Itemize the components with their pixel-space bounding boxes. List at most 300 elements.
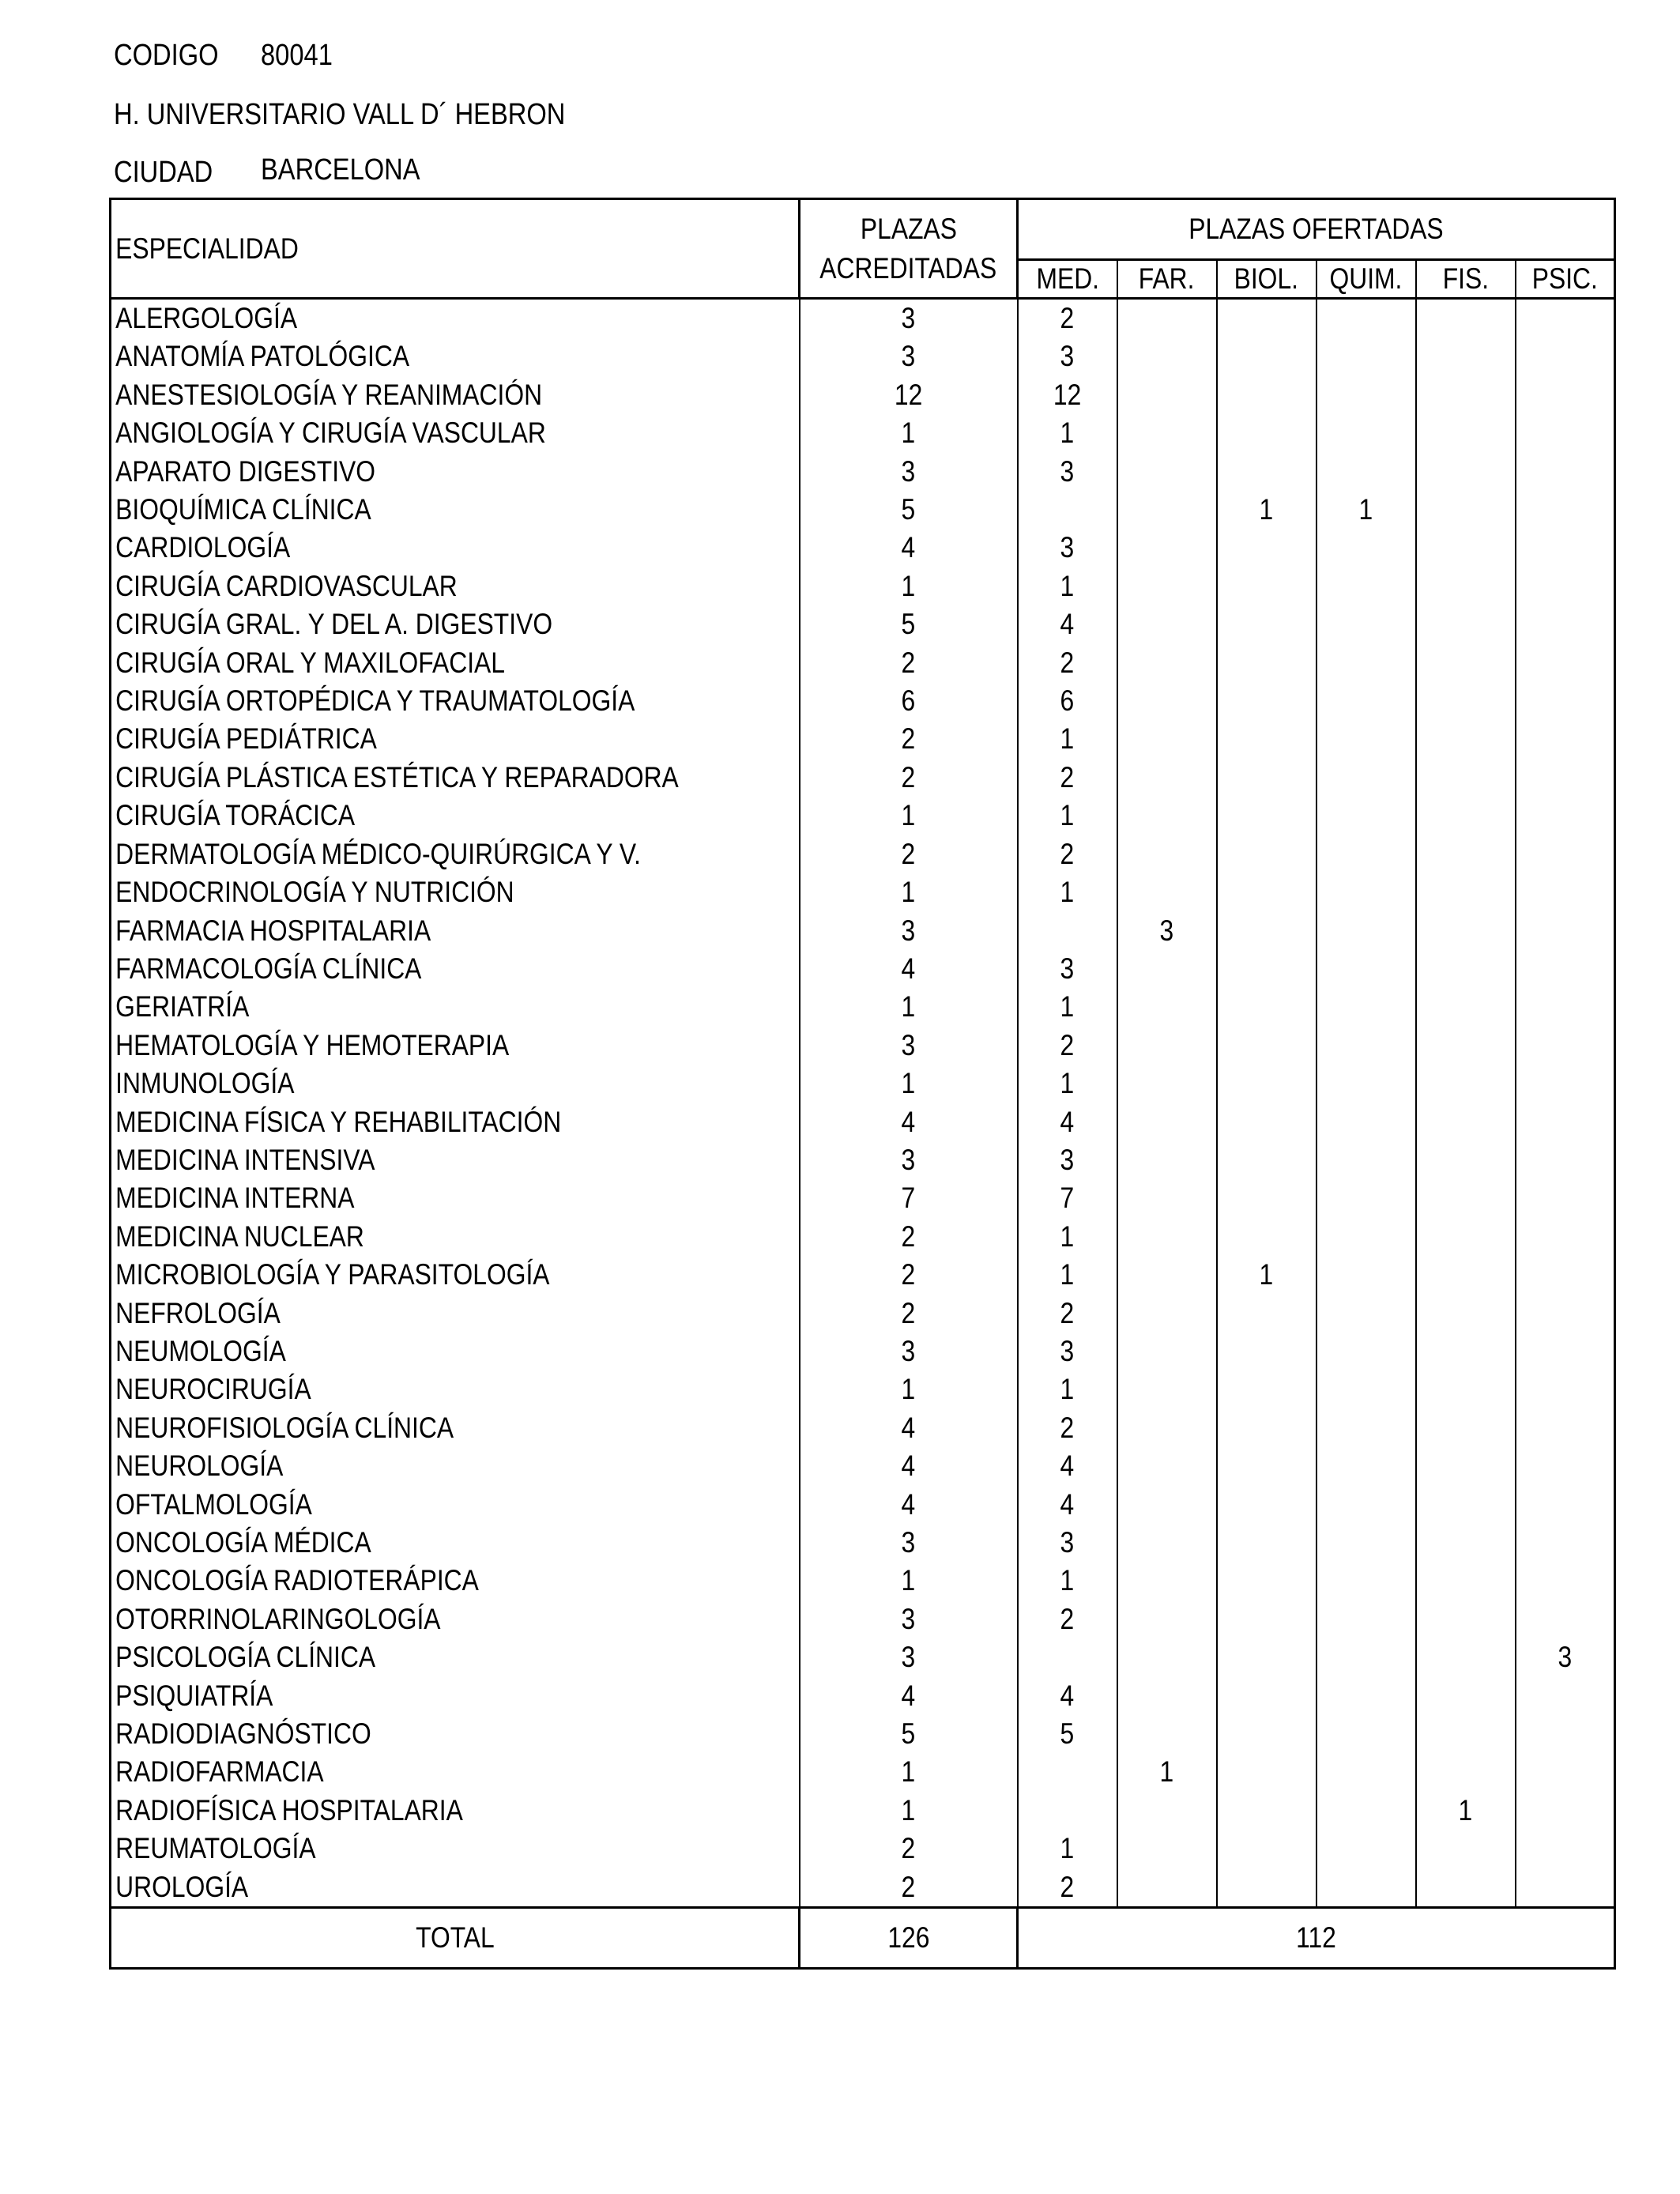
cell-psic xyxy=(1516,1868,1615,1908)
cell-psic xyxy=(1516,912,1615,950)
cell-biol xyxy=(1217,1638,1317,1676)
cell-far: 3 xyxy=(1117,912,1217,950)
cell-biol xyxy=(1217,529,1317,567)
cell-fis xyxy=(1416,1103,1516,1141)
table-header xyxy=(111,199,1615,299)
cell-acr: 1 xyxy=(800,873,1018,911)
cell-esp: DERMATOLOGÍA MÉDICO-QUIRÚRGICA Y V. xyxy=(111,835,800,873)
cell-quim xyxy=(1317,337,1416,375)
cell-esp: HEMATOLOGÍA Y HEMOTERAPIA xyxy=(111,1027,800,1065)
cell-med: 3 xyxy=(1018,1141,1117,1179)
cell-med: 2 xyxy=(1018,644,1117,682)
cell-acr: 2 xyxy=(800,1868,1018,1908)
table-row xyxy=(111,299,1615,338)
cell-acr: 4 xyxy=(800,1677,1018,1715)
cell-psic xyxy=(1516,1295,1615,1333)
cell-biol xyxy=(1217,1486,1317,1524)
table-row xyxy=(111,1486,1615,1524)
cell-med: 6 xyxy=(1018,682,1117,720)
cell-med: 3 xyxy=(1018,337,1117,375)
cell-med xyxy=(1018,1753,1117,1791)
cell-quim xyxy=(1317,299,1416,338)
cell-fis xyxy=(1416,1830,1516,1868)
cell-acr: 4 xyxy=(800,1409,1018,1447)
cell-biol xyxy=(1217,912,1317,950)
table-row xyxy=(111,912,1615,950)
cell-far xyxy=(1117,376,1217,414)
cell-quim xyxy=(1317,873,1416,911)
cell-far xyxy=(1117,950,1217,988)
cell-acr: 4 xyxy=(800,1103,1018,1141)
cell-quim xyxy=(1317,1409,1416,1447)
cell-biol xyxy=(1217,988,1317,1026)
cell-biol xyxy=(1217,682,1317,720)
cell-acr: 1 xyxy=(800,1753,1018,1791)
header-especialidad: ESPECIALIDAD xyxy=(111,199,800,299)
cell-psic xyxy=(1516,873,1615,911)
cell-fis xyxy=(1416,1524,1516,1562)
cell-biol xyxy=(1217,337,1317,375)
cell-psic xyxy=(1516,1179,1615,1217)
cell-med: 2 xyxy=(1018,1600,1117,1638)
cell-psic xyxy=(1516,759,1615,797)
cell-quim xyxy=(1317,414,1416,452)
cell-biol: 1 xyxy=(1217,1256,1317,1294)
cell-far xyxy=(1117,720,1217,758)
table-row xyxy=(111,605,1615,643)
cell-esp: CIRUGÍA ORAL Y MAXILOFACIAL xyxy=(111,644,800,682)
cell-far xyxy=(1117,299,1217,338)
cell-fis xyxy=(1416,1409,1516,1447)
cell-psic xyxy=(1516,1486,1615,1524)
table-body xyxy=(111,299,1615,1908)
cell-med: 3 xyxy=(1018,453,1117,491)
table-row xyxy=(111,491,1615,529)
total-ofertadas: 112 xyxy=(1018,1908,1615,1969)
cell-acr: 4 xyxy=(800,529,1018,567)
cell-med: 3 xyxy=(1018,529,1117,567)
table-row xyxy=(111,759,1615,797)
cell-quim xyxy=(1317,912,1416,950)
table-row xyxy=(111,1027,1615,1065)
cell-esp: NEUROCIRUGÍA xyxy=(111,1370,800,1408)
cell-quim xyxy=(1317,950,1416,988)
cell-med: 1 xyxy=(1018,414,1117,452)
cell-acr: 1 xyxy=(800,567,1018,605)
cell-fis xyxy=(1416,1638,1516,1676)
table-row xyxy=(111,1141,1615,1179)
cell-med: 12 xyxy=(1018,376,1117,414)
table-row xyxy=(111,1179,1615,1217)
cell-quim: 1 xyxy=(1317,491,1416,529)
cell-biol xyxy=(1217,1447,1317,1485)
cell-med: 1 xyxy=(1018,797,1117,835)
cell-psic xyxy=(1516,491,1615,529)
cell-biol xyxy=(1217,1600,1317,1638)
cell-esp: MEDICINA FÍSICA Y REHABILITACIÓN xyxy=(111,1103,800,1141)
cell-acr: 6 xyxy=(800,682,1018,720)
cell-acr: 3 xyxy=(800,1027,1018,1065)
cell-psic xyxy=(1516,1562,1615,1600)
cell-acr: 3 xyxy=(800,1333,1018,1370)
cell-acr: 3 xyxy=(800,912,1018,950)
cell-fis xyxy=(1416,529,1516,567)
cell-esp: CIRUGÍA TORÁCICA xyxy=(111,797,800,835)
cell-fis xyxy=(1416,1179,1516,1217)
cell-far xyxy=(1117,1677,1217,1715)
table-row xyxy=(111,453,1615,491)
cell-esp: NEFROLOGÍA xyxy=(111,1295,800,1333)
plazas-table xyxy=(109,198,1616,1970)
cell-acr: 5 xyxy=(800,605,1018,643)
cell-esp: REUMATOLOGÍA xyxy=(111,1830,800,1868)
cell-psic xyxy=(1516,453,1615,491)
table-row xyxy=(111,1830,1615,1868)
cell-psic xyxy=(1516,1103,1615,1141)
cell-esp: ALERGOLOGÍA xyxy=(111,299,800,338)
cell-psic xyxy=(1516,1600,1615,1638)
cell-fis xyxy=(1416,299,1516,338)
cell-quim xyxy=(1317,988,1416,1026)
cell-esp: ONCOLOGÍA RADIOTERÁPICA xyxy=(111,1562,800,1600)
cell-quim xyxy=(1317,1370,1416,1408)
cell-fis xyxy=(1416,605,1516,643)
total-acreditadas: 126 xyxy=(800,1908,1018,1969)
cell-far xyxy=(1117,1792,1217,1830)
cell-fis xyxy=(1416,1600,1516,1638)
cell-fis xyxy=(1416,1218,1516,1256)
cell-psic xyxy=(1516,376,1615,414)
cell-far xyxy=(1117,797,1217,835)
cell-far xyxy=(1117,1868,1217,1908)
cell-med: 4 xyxy=(1018,1486,1117,1524)
cell-far xyxy=(1117,1600,1217,1638)
total-label: TOTAL xyxy=(111,1908,800,1969)
cell-quim xyxy=(1317,1868,1416,1908)
cell-biol xyxy=(1217,1295,1317,1333)
cell-fis xyxy=(1416,1753,1516,1791)
cell-biol xyxy=(1217,1677,1317,1715)
cell-biol xyxy=(1217,1065,1317,1103)
cell-far xyxy=(1117,414,1217,452)
table-row xyxy=(111,337,1615,375)
cell-quim xyxy=(1317,1065,1416,1103)
cell-psic xyxy=(1516,1027,1615,1065)
cell-med: 4 xyxy=(1018,1677,1117,1715)
cell-psic xyxy=(1516,720,1615,758)
cell-psic xyxy=(1516,682,1615,720)
cell-acr: 2 xyxy=(800,759,1018,797)
table-row xyxy=(111,1333,1615,1370)
cell-biol: 1 xyxy=(1217,491,1317,529)
cell-psic xyxy=(1516,1447,1615,1485)
cell-far xyxy=(1117,453,1217,491)
cell-far xyxy=(1117,1715,1217,1753)
table-row xyxy=(111,1065,1615,1103)
cell-fis xyxy=(1416,1486,1516,1524)
cell-biol xyxy=(1217,1333,1317,1370)
cell-esp: ANGIOLOGÍA Y CIRUGÍA VASCULAR xyxy=(111,414,800,452)
cell-esp: ENDOCRINOLOGÍA Y NUTRICIÓN xyxy=(111,873,800,911)
cell-quim xyxy=(1317,1524,1416,1562)
cell-biol xyxy=(1217,299,1317,338)
cell-quim xyxy=(1317,453,1416,491)
cell-med: 2 xyxy=(1018,299,1117,338)
cell-esp: OTORRINOLARINGOLOGÍA xyxy=(111,1600,800,1638)
codigo-label: CODIGO xyxy=(114,39,219,72)
cell-biol xyxy=(1217,1409,1317,1447)
cell-fis xyxy=(1416,682,1516,720)
cell-far xyxy=(1117,1524,1217,1562)
table-row xyxy=(111,797,1615,835)
cell-fis xyxy=(1416,1333,1516,1370)
cell-psic xyxy=(1516,1753,1615,1791)
cell-acr: 1 xyxy=(800,1065,1018,1103)
cell-psic: 3 xyxy=(1516,1638,1615,1676)
cell-far xyxy=(1117,1830,1217,1868)
cell-fis xyxy=(1416,1256,1516,1294)
cell-acr: 3 xyxy=(800,337,1018,375)
cell-med: 1 xyxy=(1018,1562,1117,1600)
cell-acr: 2 xyxy=(800,1830,1018,1868)
cell-fis xyxy=(1416,1677,1516,1715)
cell-far xyxy=(1117,759,1217,797)
subheader-biol: BIOL. xyxy=(1217,260,1317,299)
cell-quim xyxy=(1317,1027,1416,1065)
cell-biol xyxy=(1217,873,1317,911)
cell-acr: 1 xyxy=(800,1792,1018,1830)
cell-far xyxy=(1117,644,1217,682)
cell-biol xyxy=(1217,1868,1317,1908)
cell-esp: UROLOGÍA xyxy=(111,1868,800,1908)
cell-psic xyxy=(1516,1141,1615,1179)
cell-biol xyxy=(1217,1179,1317,1217)
cell-acr: 4 xyxy=(800,1447,1018,1485)
cell-med: 1 xyxy=(1018,1256,1117,1294)
cell-acr: 1 xyxy=(800,1562,1018,1600)
cell-acr: 5 xyxy=(800,1715,1018,1753)
cell-med: 3 xyxy=(1018,1333,1117,1370)
cell-esp: APARATO DIGESTIVO xyxy=(111,453,800,491)
subheader-fis: FIS. xyxy=(1416,260,1516,299)
cell-quim xyxy=(1317,1447,1416,1485)
subheader-med: MED. xyxy=(1018,260,1117,299)
cell-biol xyxy=(1217,1562,1317,1600)
cell-far xyxy=(1117,1179,1217,1217)
table-row xyxy=(111,1103,1615,1141)
cell-med: 1 xyxy=(1018,988,1117,1026)
cell-acr: 3 xyxy=(800,453,1018,491)
table-row xyxy=(111,1715,1615,1753)
cell-quim xyxy=(1317,376,1416,414)
cell-quim xyxy=(1317,567,1416,605)
cell-far: 1 xyxy=(1117,1753,1217,1791)
cell-far xyxy=(1117,1295,1217,1333)
table-row xyxy=(111,1638,1615,1676)
cell-far xyxy=(1117,1103,1217,1141)
cell-biol xyxy=(1217,567,1317,605)
cell-quim xyxy=(1317,605,1416,643)
cell-far xyxy=(1117,1486,1217,1524)
table-row xyxy=(111,1524,1615,1562)
cell-acr: 4 xyxy=(800,1486,1018,1524)
table-row xyxy=(111,1677,1615,1715)
table-row xyxy=(111,835,1615,873)
cell-far xyxy=(1117,605,1217,643)
subheader-psic: PSIC. xyxy=(1516,260,1615,299)
cell-fis xyxy=(1416,720,1516,758)
table-row xyxy=(111,529,1615,567)
cell-esp: PSIQUIATRÍA xyxy=(111,1677,800,1715)
cell-far xyxy=(1117,1638,1217,1676)
cell-quim xyxy=(1317,682,1416,720)
cell-esp: PSICOLOGÍA CLÍNICA xyxy=(111,1638,800,1676)
cell-fis xyxy=(1416,376,1516,414)
cell-med: 4 xyxy=(1018,1103,1117,1141)
cell-med: 2 xyxy=(1018,1409,1117,1447)
cell-fis xyxy=(1416,491,1516,529)
cell-biol xyxy=(1217,376,1317,414)
cell-far xyxy=(1117,873,1217,911)
cell-med: 1 xyxy=(1018,1065,1117,1103)
cell-esp: CIRUGÍA PLÁSTICA ESTÉTICA Y REPARADORA xyxy=(111,759,800,797)
cell-esp: NEUROFISIOLOGÍA CLÍNICA xyxy=(111,1409,800,1447)
cell-esp: OFTALMOLOGÍA xyxy=(111,1486,800,1524)
cell-esp: MICROBIOLOGÍA Y PARASITOLOGÍA xyxy=(111,1256,800,1294)
cell-biol xyxy=(1217,414,1317,452)
cell-esp: NEUROLOGÍA xyxy=(111,1447,800,1485)
cell-acr: 12 xyxy=(800,376,1018,414)
cell-psic xyxy=(1516,414,1615,452)
cell-far xyxy=(1117,1333,1217,1370)
cell-fis xyxy=(1416,414,1516,452)
cell-acr: 3 xyxy=(800,1638,1018,1676)
table-row xyxy=(111,1562,1615,1600)
cell-fis xyxy=(1416,337,1516,375)
cell-fis: 1 xyxy=(1416,1792,1516,1830)
cell-quim xyxy=(1317,1830,1416,1868)
cell-far xyxy=(1117,567,1217,605)
cell-quim xyxy=(1317,720,1416,758)
cell-fis xyxy=(1416,950,1516,988)
cell-biol xyxy=(1217,1715,1317,1753)
cell-quim xyxy=(1317,1753,1416,1791)
cell-quim xyxy=(1317,1333,1416,1370)
table-row xyxy=(111,1370,1615,1408)
cell-far xyxy=(1117,1065,1217,1103)
cell-esp: MEDICINA NUCLEAR xyxy=(111,1218,800,1256)
table-row xyxy=(111,1218,1615,1256)
table-row xyxy=(111,988,1615,1026)
cell-far xyxy=(1117,1218,1217,1256)
cell-fis xyxy=(1416,1868,1516,1908)
table-row xyxy=(111,414,1615,452)
cell-psic xyxy=(1516,1370,1615,1408)
cell-med: 2 xyxy=(1018,835,1117,873)
cell-biol xyxy=(1217,1792,1317,1830)
cell-fis xyxy=(1416,1562,1516,1600)
table-row xyxy=(111,950,1615,988)
cell-biol xyxy=(1217,759,1317,797)
cell-esp: MEDICINA INTERNA xyxy=(111,1179,800,1217)
cell-esp: BIOQUÍMICA CLÍNICA xyxy=(111,491,800,529)
cell-psic xyxy=(1516,1830,1615,1868)
table-row xyxy=(111,720,1615,758)
cell-esp: GERIATRÍA xyxy=(111,988,800,1026)
cell-esp: ANATOMÍA PATOLÓGICA xyxy=(111,337,800,375)
cell-esp: CIRUGÍA CARDIOVASCULAR xyxy=(111,567,800,605)
cell-psic xyxy=(1516,1409,1615,1447)
cell-fis xyxy=(1416,988,1516,1026)
cell-quim xyxy=(1317,1103,1416,1141)
cell-acr: 1 xyxy=(800,797,1018,835)
cell-quim xyxy=(1317,1715,1416,1753)
cell-biol xyxy=(1217,1218,1317,1256)
cell-esp: ANESTESIOLOGÍA Y REANIMACIÓN xyxy=(111,376,800,414)
cell-quim xyxy=(1317,759,1416,797)
cell-fis xyxy=(1416,644,1516,682)
table-row xyxy=(111,1868,1615,1908)
header-plazas-ofertadas: PLAZAS OFERTADAS xyxy=(1018,199,1615,260)
cell-med xyxy=(1018,1792,1117,1830)
cell-esp: ONCOLOGÍA MÉDICA xyxy=(111,1524,800,1562)
cell-quim xyxy=(1317,1141,1416,1179)
cell-psic xyxy=(1516,567,1615,605)
cell-quim xyxy=(1317,1600,1416,1638)
cell-med xyxy=(1018,912,1117,950)
table-row xyxy=(111,1447,1615,1485)
cell-acr: 2 xyxy=(800,835,1018,873)
cell-esp: FARMACIA HOSPITALARIA xyxy=(111,912,800,950)
cell-biol xyxy=(1217,1830,1317,1868)
cell-psic xyxy=(1516,605,1615,643)
cell-psic xyxy=(1516,299,1615,338)
cell-acr: 7 xyxy=(800,1179,1018,1217)
cell-psic xyxy=(1516,1715,1615,1753)
cell-psic xyxy=(1516,644,1615,682)
table-row xyxy=(111,1409,1615,1447)
ciudad-value: BARCELONA xyxy=(261,153,420,187)
cell-esp: INMUNOLOGÍA xyxy=(111,1065,800,1103)
cell-fis xyxy=(1416,759,1516,797)
cell-med: 2 xyxy=(1018,1027,1117,1065)
cell-esp: CIRUGÍA ORTOPÉDICA Y TRAUMATOLOGÍA xyxy=(111,682,800,720)
cell-psic xyxy=(1516,1218,1615,1256)
cell-biol xyxy=(1217,720,1317,758)
cell-psic xyxy=(1516,797,1615,835)
cell-quim xyxy=(1317,1562,1416,1600)
cell-biol xyxy=(1217,1370,1317,1408)
table-row xyxy=(111,1753,1615,1791)
cell-acr: 2 xyxy=(800,1295,1018,1333)
cell-quim xyxy=(1317,1486,1416,1524)
cell-fis xyxy=(1416,797,1516,835)
cell-med: 4 xyxy=(1018,605,1117,643)
cell-psic xyxy=(1516,1256,1615,1294)
cell-psic xyxy=(1516,835,1615,873)
hospital-name: H. UNIVERSITARIO VALL D´ HEBRON xyxy=(114,98,566,131)
cell-quim xyxy=(1317,1179,1416,1217)
cell-med: 7 xyxy=(1018,1179,1117,1217)
cell-far xyxy=(1117,682,1217,720)
cell-acr: 2 xyxy=(800,644,1018,682)
cell-biol xyxy=(1217,453,1317,491)
cell-psic xyxy=(1516,1333,1615,1370)
cell-quim xyxy=(1317,529,1416,567)
cell-far xyxy=(1117,1141,1217,1179)
cell-esp: RADIODIAGNÓSTICO xyxy=(111,1715,800,1753)
cell-esp: RADIOFÍSICA HOSPITALARIA xyxy=(111,1792,800,1830)
